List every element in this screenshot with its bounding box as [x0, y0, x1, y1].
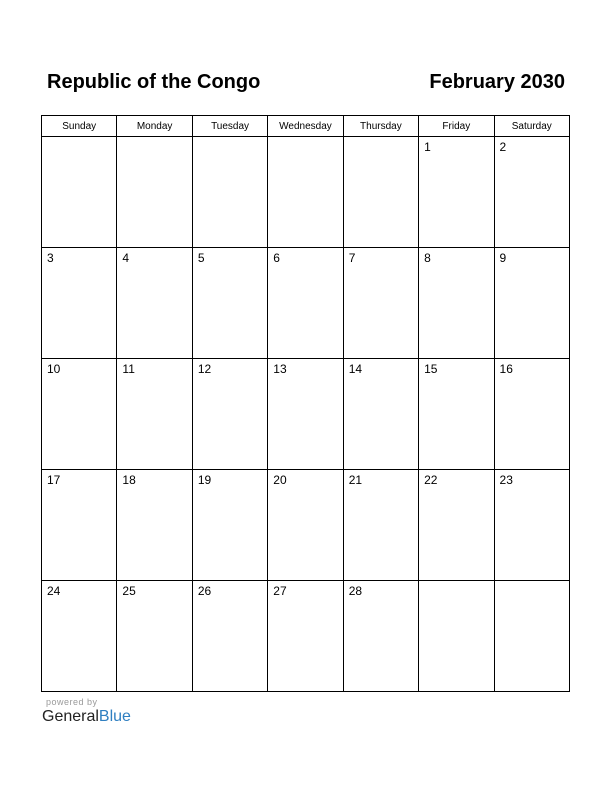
day-cell	[42, 248, 117, 359]
day-cell	[268, 248, 343, 359]
brand-general-text: General	[42, 708, 99, 725]
weekday-friday: Friday	[419, 116, 494, 137]
weekday-sunday: Sunday	[42, 116, 117, 137]
day-number	[268, 137, 342, 140]
day-cell	[494, 359, 569, 470]
week-row	[42, 581, 570, 692]
day-number: 10	[47, 362, 61, 376]
day-cell	[268, 470, 343, 581]
day-cell	[343, 248, 418, 359]
week-row	[42, 248, 570, 359]
day-cell	[343, 359, 418, 470]
day-cell	[268, 359, 343, 470]
day-cell	[419, 137, 494, 248]
day-cell	[268, 137, 343, 248]
day-cell	[494, 581, 569, 692]
day-number	[193, 137, 267, 140]
day-number	[419, 581, 493, 584]
calendar-grid	[41, 115, 570, 692]
week-row	[42, 137, 570, 248]
day-cell	[494, 248, 569, 359]
day-number: 24	[47, 584, 61, 598]
day-number: 21	[348, 473, 363, 487]
generalblue-logo[interactable]	[42, 708, 131, 726]
day-number: 13	[273, 362, 287, 376]
day-number: 1	[424, 140, 431, 154]
brand-blue-text: Blue	[98, 708, 131, 725]
week-row	[42, 359, 570, 470]
day-cell	[343, 137, 418, 248]
day-cell	[419, 581, 494, 692]
day-number: 12	[197, 362, 212, 376]
day-number: 19	[197, 473, 212, 487]
day-cell	[42, 470, 117, 581]
day-number: 9	[499, 251, 507, 265]
month-year-title: February 2030	[429, 71, 565, 93]
day-cell	[117, 470, 192, 581]
day-number: 7	[348, 251, 356, 265]
weekday-header-row	[42, 116, 570, 137]
day-cell	[192, 581, 267, 692]
day-number: 4	[122, 251, 130, 265]
day-cell	[419, 248, 494, 359]
day-cell	[117, 581, 192, 692]
day-cell	[343, 581, 418, 692]
day-cell	[192, 359, 267, 470]
day-number: 15	[424, 362, 438, 376]
powered-by-text: powered by	[46, 697, 98, 707]
day-number	[495, 581, 569, 584]
day-cell	[117, 359, 192, 470]
day-cell	[117, 248, 192, 359]
day-number: 28	[348, 584, 363, 598]
day-number	[42, 137, 116, 140]
country-title: Republic of the Congo	[47, 71, 261, 93]
weekday-tuesday: Tuesday	[192, 116, 267, 137]
day-cell	[494, 470, 569, 581]
day-number: 8	[424, 251, 431, 265]
weekday-monday: Monday	[117, 116, 192, 137]
day-number: 23	[499, 473, 513, 487]
day-cell	[192, 248, 267, 359]
day-cell	[192, 137, 267, 248]
weekday-saturday: Saturday	[494, 116, 569, 137]
day-number: 5	[197, 251, 205, 265]
day-number: 25	[122, 584, 136, 598]
day-number: 16	[499, 362, 513, 376]
week-row	[42, 470, 570, 581]
day-number	[117, 137, 191, 140]
day-cell	[42, 359, 117, 470]
day-cell	[494, 137, 569, 248]
day-cell	[192, 470, 267, 581]
day-number: 17	[47, 473, 61, 487]
day-cell	[117, 137, 192, 248]
day-number: 3	[47, 251, 54, 265]
day-cell	[42, 581, 117, 692]
weekday-wednesday: Wednesday	[268, 116, 343, 137]
day-number	[344, 137, 418, 140]
day-number: 22	[424, 473, 438, 487]
day-number: 20	[273, 473, 287, 487]
day-number: 18	[122, 473, 136, 487]
day-number: 27	[273, 584, 287, 598]
day-cell	[343, 470, 418, 581]
day-number: 14	[348, 362, 363, 376]
day-number: 11	[122, 362, 135, 376]
day-cell	[419, 470, 494, 581]
weekday-thursday: Thursday	[343, 116, 418, 137]
day-cell	[419, 359, 494, 470]
day-cell	[268, 581, 343, 692]
day-number: 6	[273, 251, 280, 265]
day-number: 2	[499, 140, 507, 154]
day-number: 26	[197, 584, 212, 598]
day-cell	[42, 137, 117, 248]
